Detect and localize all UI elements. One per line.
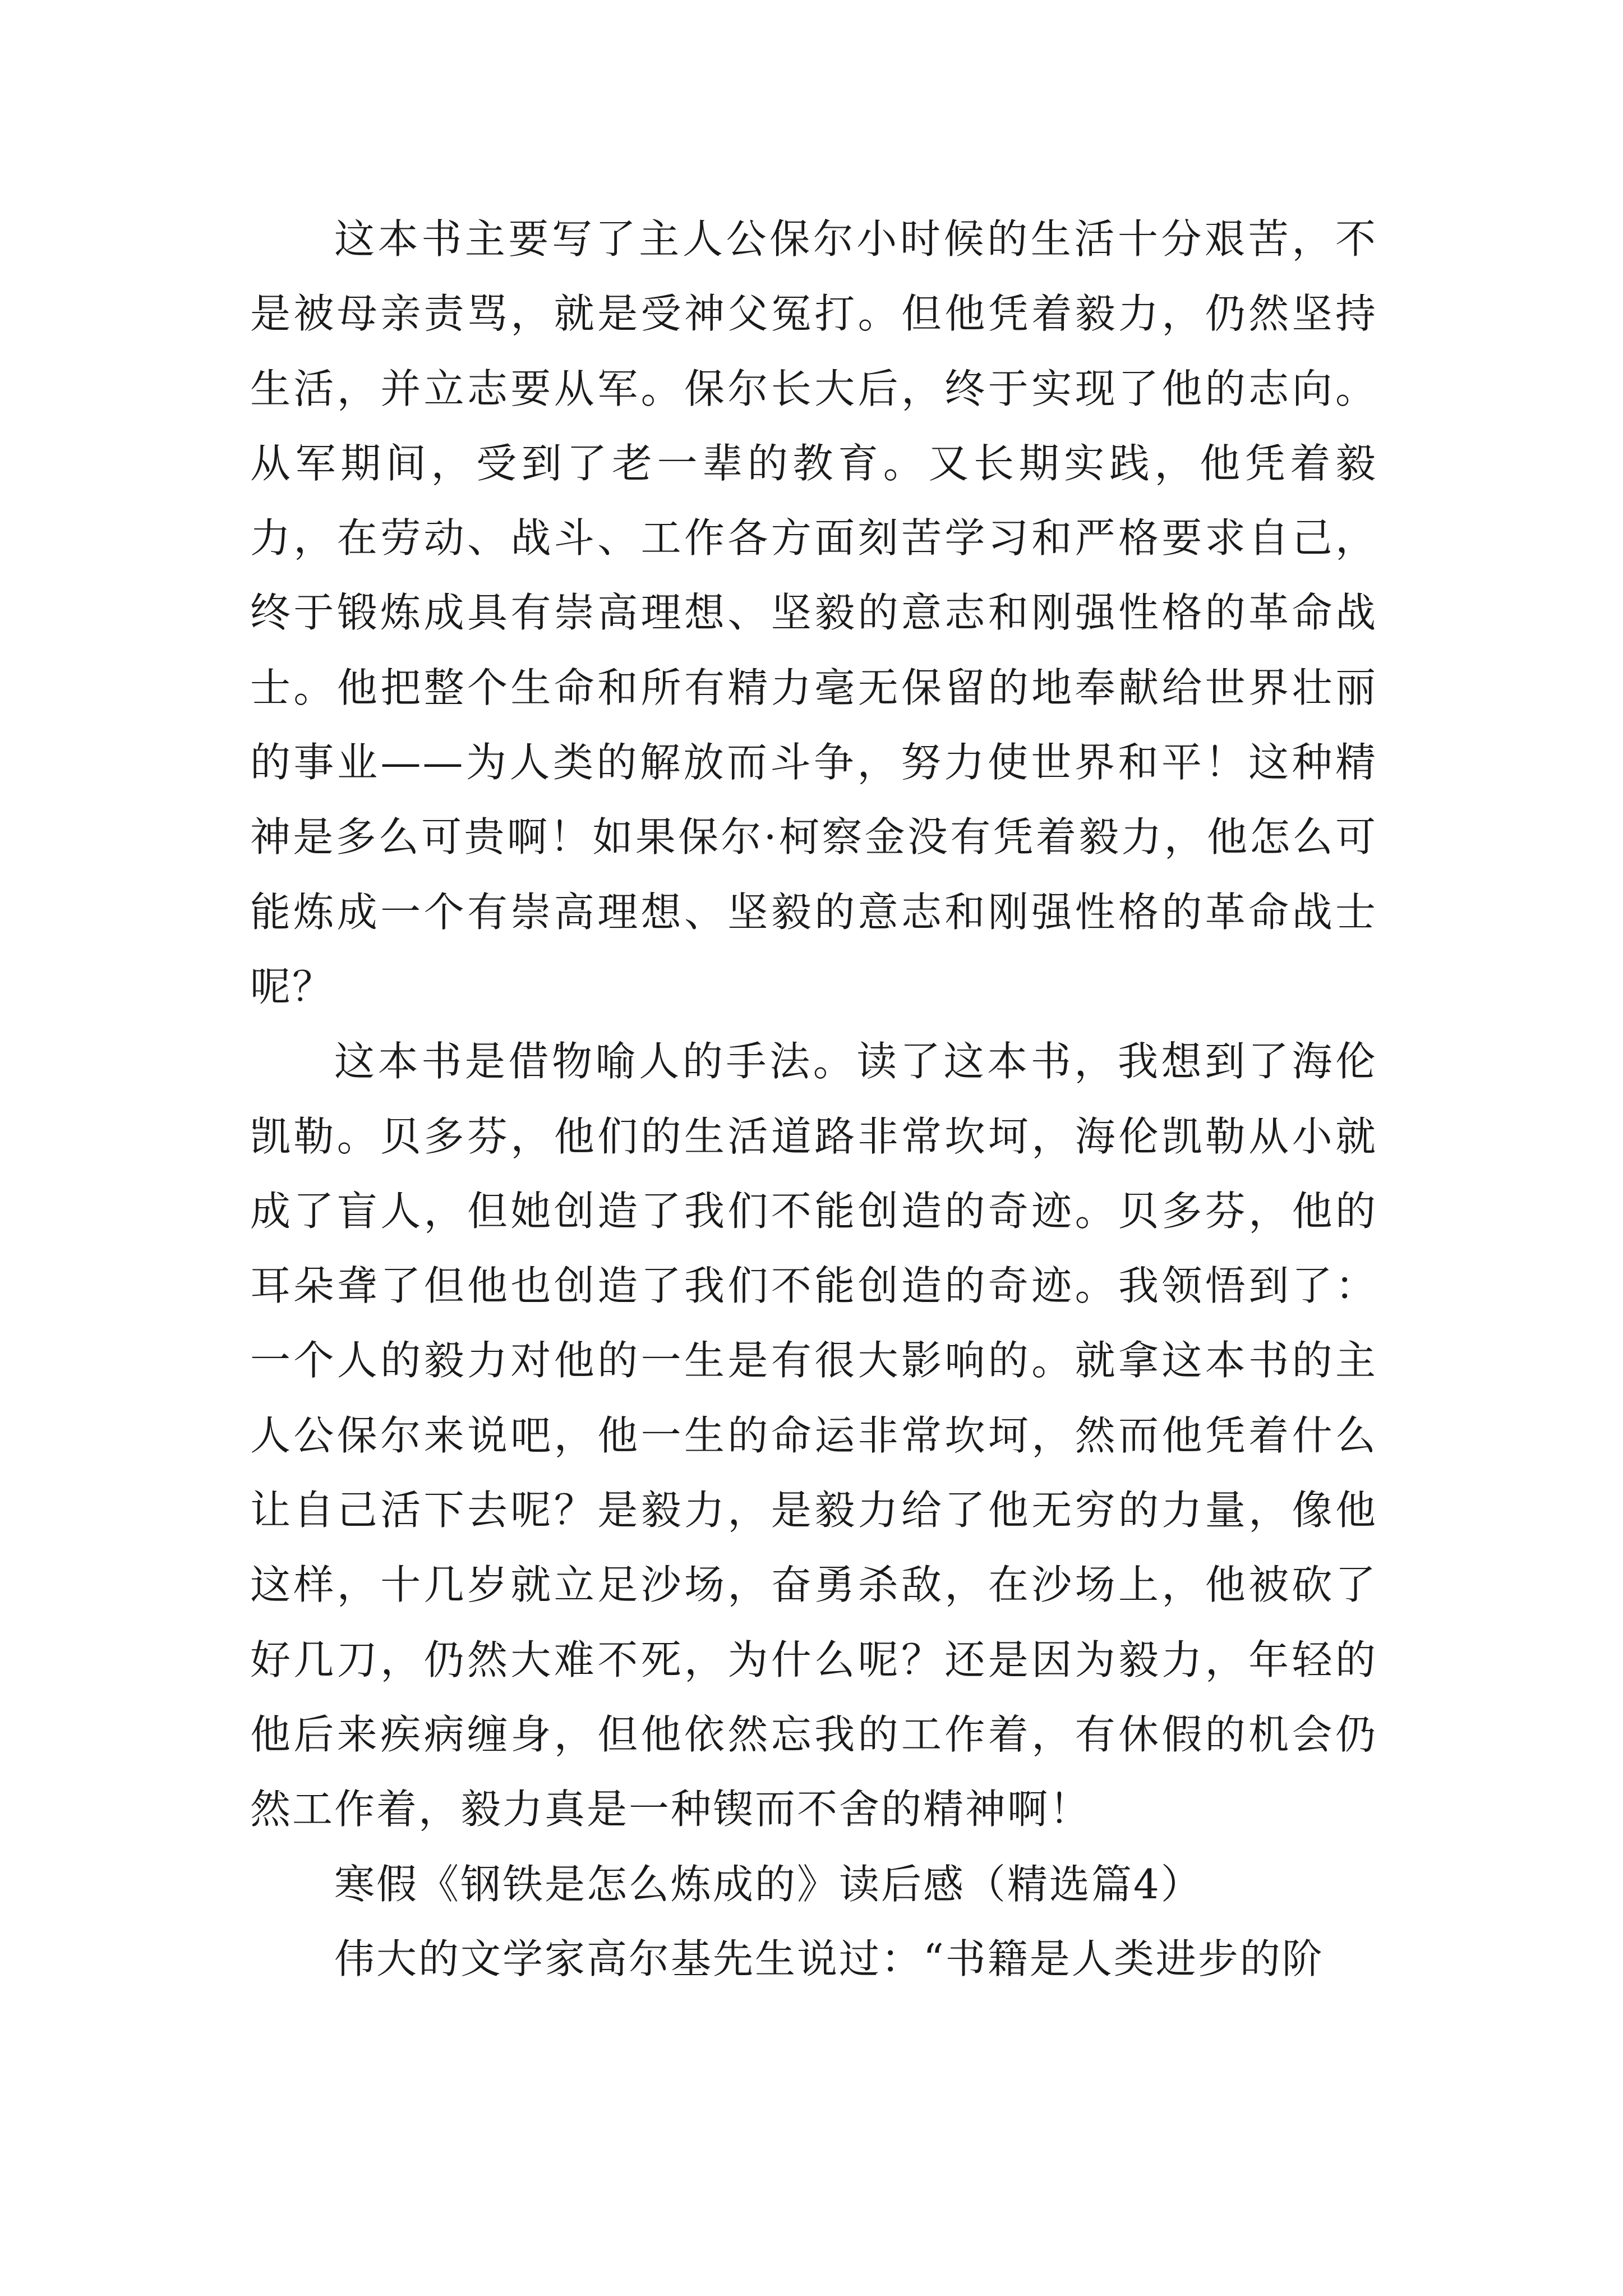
section-heading: 寒假《钢铁是怎么炼成的》读后感（精选篇4） — [334, 1860, 1203, 1908]
paragraph-2: 这本书是借物喻人的手法。读了这本书，我想到了海伦凯勒。贝多芬，他们的生活道路非常坎坷，海伦凯勒从小就成了盲人，但她创造了我们不能创造的奇迹。贝多芬，他的耳朵聋了但他也创造了我们不能创造的奇迹。我领悟到了：一个人的毅力对他的一生是有很大影响的。就拿这本书的主人公保尔来说吧，他一生的命运非常坎坷，然而他凭着什么让自己活下去呢？是毅力，是毅力给了他无穷的力量，像他这样，十几岁就立足沙场，奋勇杀敌，在沙场上，他被砍了好几刀，仍然大难不死，为什么呢？还是因为毅力，年轻的他后来疾病缠身，但他依然忘我的工作着，有休假的机会仍然工作着，毅力真是一种锲而不舍的精神啊！ — [250, 1038, 1377, 1833]
paragraph-1: 这本书主要写了主人公保尔小时候的生活十分艰苦，不是被母亲责骂，就是受神父冤打。但他凭着毅力，仍然坚持生活，并立志要从军。保尔长大后，终于实现了他的志向。从军期间，受到了老一辈的教育。又长期实践，他凭着毅力，在劳动、战斗、工作各方面刻苦学习和严格要求自己，终于锻炼成具有崇高理想、坚毅的意志和刚强性格的革命战士。他把整个生命和所有精力毫无保留的地奉献给世界壮丽的事业——为人类的解放而斗争，努力使世界和平！这种精神是多么可贵啊！如果保尔·柯察金没有凭着毅力，他怎么可能炼成一个有崇高理想、坚毅的意志和刚强性格的革命战士呢？ — [250, 215, 1377, 1010]
document-body — [250, 202, 1377, 1996]
paragraph-3: 伟大的文学家高尔基先生说过：“书籍是人类进步的阶 — [334, 1935, 1324, 1982]
